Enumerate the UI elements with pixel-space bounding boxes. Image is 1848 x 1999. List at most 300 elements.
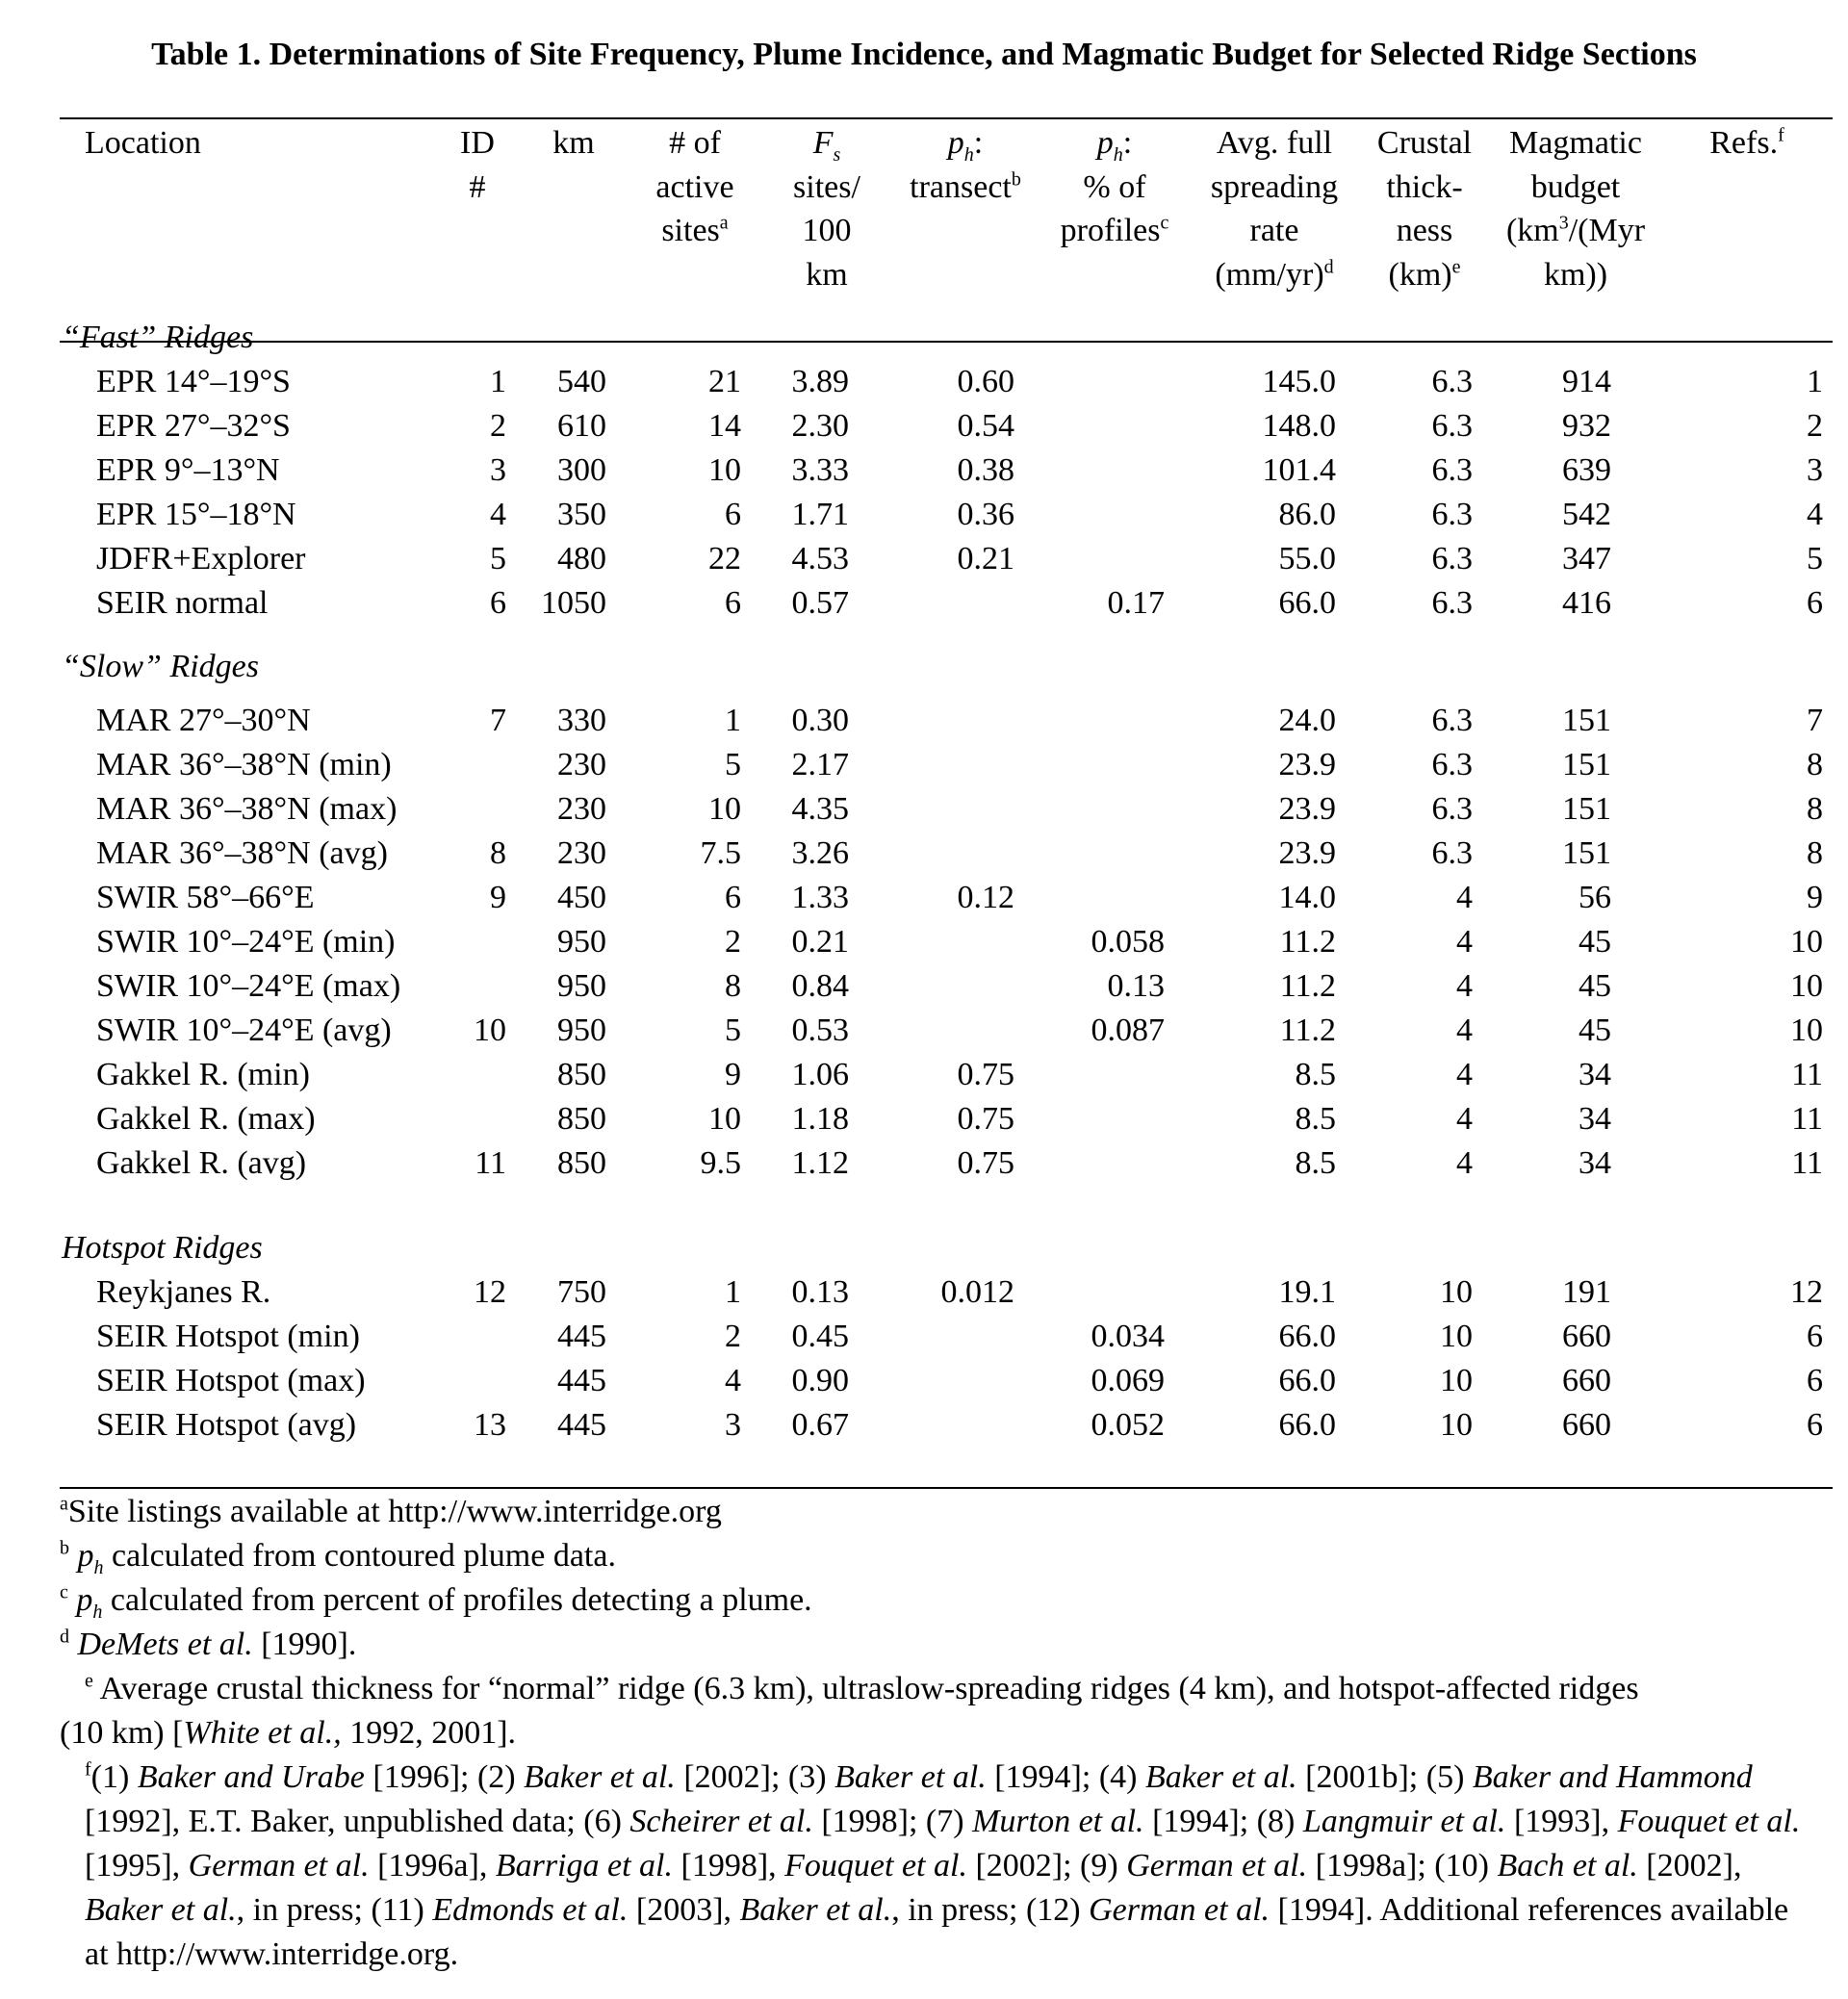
- cell-crustal-thickness: 6.3: [1431, 541, 1473, 577]
- cell-fs: 1.18: [791, 1101, 849, 1137]
- citation-author: Scheirer et al.: [629, 1804, 813, 1839]
- cell-magmatic-budget: 151: [1562, 703, 1611, 738]
- cell-refs: 2: [1807, 408, 1823, 444]
- cell-fs: 2.17: [791, 747, 849, 782]
- cell-id: [435, 743, 520, 787]
- cell-location: JDFR+Explorer: [96, 541, 306, 577]
- cell-crustal-thickness: 10: [1440, 1363, 1473, 1398]
- cell-fs: 0.45: [791, 1319, 849, 1354]
- cell-refs: 12: [1790, 1274, 1823, 1310]
- cell-refs: 9: [1807, 880, 1823, 915]
- cell-crustal-thickness: 10: [1440, 1274, 1473, 1310]
- cell-refs: 11: [1791, 1101, 1823, 1137]
- cell-location: MAR 36°–38°N (avg): [96, 835, 388, 871]
- cell-ph-transect: [891, 581, 1040, 626]
- table-row: [60, 1359, 1833, 1403]
- table-row: [60, 920, 1833, 964]
- cell-spreading-rate: 19.1: [1278, 1274, 1336, 1310]
- header-location: Location: [85, 125, 201, 161]
- cell-ph-transect: 0.012: [940, 1274, 1014, 1310]
- table-row: [60, 832, 1833, 876]
- cell-location: EPR 9°–13°N: [96, 452, 280, 488]
- citation-text: [2002]; (3): [675, 1759, 835, 1795]
- table-row: [60, 1009, 1833, 1053]
- cell-ph-profiles: [1040, 743, 1190, 787]
- cell-fs: 1.33: [791, 880, 849, 915]
- cell-ph-profiles: 0.034: [1091, 1319, 1165, 1354]
- cell-fs: 0.30: [791, 703, 849, 738]
- cell-spreading-rate: 23.9: [1278, 747, 1336, 782]
- cell-ph-profiles: [1040, 1053, 1190, 1097]
- cell-active-sites: 21: [708, 364, 741, 399]
- cell-ph-profiles: 0.052: [1091, 1407, 1165, 1443]
- cell-ph-profiles: [1040, 876, 1190, 920]
- citation-author: Langmuir et al.: [1302, 1804, 1506, 1839]
- header-fs: $F_s$ sites/ 100 km: [793, 125, 860, 293]
- cell-magmatic-budget: 542: [1562, 497, 1611, 532]
- cell-id: 9: [490, 880, 506, 915]
- cell-refs: 10: [1790, 968, 1823, 1004]
- table-footnotes: [60, 1490, 1811, 1977]
- cell-crustal-thickness: 4: [1456, 1057, 1473, 1092]
- cell-active-sites: 14: [708, 408, 741, 444]
- cell-km: 950: [557, 968, 606, 1004]
- cell-ph-transect: [891, 1009, 1040, 1053]
- cell-ph-transect: 0.36: [957, 497, 1014, 532]
- cell-ph-profiles: [1040, 832, 1190, 876]
- citation-author: Baker et al.: [85, 1892, 237, 1928]
- cell-ph-profiles: [1040, 1141, 1190, 1186]
- cell-spreading-rate: 8.5: [1295, 1101, 1336, 1137]
- cell-location: EPR 14°–19°S: [96, 364, 291, 399]
- footnote-d: $^d$ DeMets et al. [1990].: [60, 1626, 357, 1662]
- cell-km: 230: [557, 791, 606, 827]
- cell-refs: 10: [1790, 1012, 1823, 1048]
- cell-magmatic-budget: 34: [1578, 1101, 1611, 1137]
- cell-km: 610: [557, 408, 606, 444]
- cell-active-sites: 22: [708, 541, 741, 577]
- cell-crustal-thickness: 4: [1456, 1012, 1473, 1048]
- cell-location: SWIR 10°–24°E (avg): [96, 1012, 392, 1048]
- header-active-sites: # of active sites$^a$: [655, 125, 734, 248]
- cell-ph-transect: 0.38: [957, 452, 1014, 488]
- cell-ph-profiles: [1040, 360, 1190, 404]
- cell-location: SEIR Hotspot (min): [96, 1319, 360, 1354]
- cell-spreading-rate: 66.0: [1278, 1363, 1336, 1398]
- cell-crustal-thickness: 10: [1440, 1319, 1473, 1354]
- cell-active-sites: 10: [708, 452, 741, 488]
- cell-crustal-thickness: 6.3: [1431, 747, 1473, 782]
- cell-fs: 1.71: [791, 497, 849, 532]
- cell-crustal-thickness: 4: [1456, 880, 1473, 915]
- cell-location: EPR 15°–18°N: [96, 497, 296, 532]
- cell-ph-profiles: [1040, 448, 1190, 493]
- cell-ph-profiles: [1040, 787, 1190, 832]
- cell-active-sites: 8: [725, 968, 741, 1004]
- table-row: [60, 493, 1833, 537]
- citation-text: , in press; (12): [891, 1892, 1090, 1928]
- cell-ph-profiles: [1040, 537, 1190, 581]
- citation-text: [2002],: [1637, 1848, 1742, 1884]
- cell-km: 1050: [541, 585, 606, 621]
- footnote-a: $^a$Site listings available at http://www.interridge.org: [60, 1493, 722, 1529]
- cell-km: 230: [557, 835, 606, 871]
- cell-id: 3: [490, 452, 506, 488]
- section-spacer: [60, 626, 1833, 645]
- cell-location: SWIR 10°–24°E (max): [96, 968, 401, 1004]
- citation-text: [1994]. Additional references available at http://www.interridge.org.: [85, 1892, 1789, 1972]
- cell-magmatic-budget: 416: [1562, 585, 1611, 621]
- cell-magmatic-budget: 932: [1562, 408, 1611, 444]
- cell-km: 350: [557, 497, 606, 532]
- cell-km: 850: [557, 1101, 606, 1137]
- cell-ph-transect: [891, 787, 1040, 832]
- cell-crustal-thickness: 4: [1456, 1101, 1473, 1137]
- citation-text: [1996a],: [369, 1848, 496, 1884]
- citation-author: Barriga et al.: [495, 1848, 673, 1884]
- cell-fs: 0.53: [791, 1012, 849, 1048]
- cell-refs: 3: [1807, 452, 1823, 488]
- table-row: [60, 1141, 1833, 1186]
- table-row: [60, 1270, 1833, 1315]
- cell-active-sites: 3: [725, 1407, 741, 1443]
- table-row: [60, 360, 1833, 404]
- cell-crustal-thickness: 4: [1456, 968, 1473, 1004]
- cell-crustal-thickness: 6.3: [1431, 791, 1473, 827]
- cell-location: SEIR Hotspot (max): [96, 1363, 366, 1398]
- citation-text: (1): [90, 1759, 138, 1795]
- section-header-row: [60, 1226, 1833, 1270]
- citation-author: Bach et al.: [1497, 1848, 1638, 1884]
- citation-author: German et al.: [188, 1848, 370, 1884]
- cell-ph-transect: [891, 743, 1040, 787]
- citation-text: [2001b]; (5): [1296, 1759, 1473, 1795]
- header-spreading-rate: Avg. full spreading rate $(mm/yr)^d$: [1210, 125, 1339, 293]
- cell-km: 750: [557, 1274, 606, 1310]
- cell-refs: 6: [1807, 1363, 1823, 1398]
- cell-ph-profiles: [1040, 1270, 1190, 1315]
- cell-refs: 11: [1791, 1057, 1823, 1092]
- citation-author: Fouquet et al.: [1617, 1804, 1801, 1839]
- cell-fs: 0.84: [791, 968, 849, 1004]
- table-row: [60, 1403, 1833, 1448]
- cell-spreading-rate: 24.0: [1278, 703, 1336, 738]
- cell-fs: 0.90: [791, 1363, 849, 1398]
- section-header-row: [60, 316, 1833, 360]
- cell-magmatic-budget: 639: [1562, 452, 1611, 488]
- cell-ph-transect: 0.54: [957, 408, 1014, 444]
- cell-magmatic-budget: 45: [1578, 968, 1611, 1004]
- cell-magmatic-budget: 56: [1578, 880, 1611, 915]
- cell-active-sites: 2: [725, 1319, 741, 1354]
- ridge-data-table: [60, 121, 1833, 1448]
- citation-author: Baker et al.: [739, 1892, 892, 1928]
- table-row: [60, 964, 1833, 1009]
- cell-fs: 0.67: [791, 1407, 849, 1443]
- cell-active-sites: 6: [725, 880, 741, 915]
- cell-crustal-thickness: 4: [1456, 924, 1473, 960]
- table-row: [60, 448, 1833, 493]
- cell-id: 1: [490, 364, 506, 399]
- citation-author: Baker et al.: [1144, 1759, 1297, 1795]
- cell-id: 11: [475, 1145, 506, 1181]
- table-row: [60, 787, 1833, 832]
- citation-text: [1998]; (7): [812, 1804, 973, 1839]
- citation-text: [1994]; (4): [986, 1759, 1145, 1795]
- cell-ph-profiles: 0.058: [1091, 924, 1165, 960]
- header-km: km: [552, 125, 595, 161]
- cell-refs: 4: [1807, 497, 1823, 532]
- table-bottom-rule: [60, 1487, 1833, 1489]
- cell-magmatic-budget: 151: [1562, 835, 1611, 871]
- cell-ph-transect: 0.12: [957, 880, 1014, 915]
- cell-fs: 0.21: [791, 924, 849, 960]
- cell-crustal-thickness: 6.3: [1431, 835, 1473, 871]
- cell-ph-transect: [891, 964, 1040, 1009]
- cell-location: SEIR normal: [96, 585, 269, 621]
- header-magmatic-budget: Magmatic budget ($km^3/(Myr$ km)): [1505, 125, 1646, 293]
- cell-id: [435, 1359, 520, 1403]
- cell-active-sites: 6: [725, 497, 741, 532]
- cell-ph-profiles: [1040, 699, 1190, 743]
- cell-spreading-rate: 148.0: [1262, 408, 1336, 444]
- cell-refs: 8: [1807, 747, 1823, 782]
- cell-km: 300: [557, 452, 606, 488]
- table-row: [60, 743, 1833, 787]
- cell-ph-transect: 0.75: [957, 1101, 1014, 1137]
- cell-active-sites: 2: [725, 924, 741, 960]
- footnote-e: $^e$ Average crustal thickness for “normal” ridge (6.3 km), ultraslow-spreading ridges (4 km), and hotspot-affected ridges: [85, 1670, 1639, 1706]
- cell-magmatic-budget: 34: [1578, 1145, 1611, 1181]
- cell-spreading-rate: 23.9: [1278, 835, 1336, 871]
- citation-text: [1993],: [1505, 1804, 1618, 1839]
- cell-active-sites: 9: [725, 1057, 741, 1092]
- citation-author: Baker et al.: [834, 1759, 987, 1795]
- cell-id: 10: [474, 1012, 506, 1048]
- cell-magmatic-budget: 914: [1562, 364, 1611, 399]
- cell-fs: 3.26: [791, 835, 849, 871]
- cell-crustal-thickness: 4: [1456, 1145, 1473, 1181]
- cell-ph-transect: [891, 920, 1040, 964]
- cell-km: 540: [557, 364, 606, 399]
- cell-fs: 2.30: [791, 408, 849, 444]
- cell-spreading-rate: 8.5: [1295, 1057, 1336, 1092]
- cell-spreading-rate: 14.0: [1278, 880, 1336, 915]
- cell-fs: 1.12: [791, 1145, 849, 1181]
- table-top-rule: [60, 117, 1833, 119]
- cell-location: MAR 36°–38°N (min): [96, 747, 392, 782]
- cell-spreading-rate: 55.0: [1278, 541, 1336, 577]
- cell-ph-transect: [891, 699, 1040, 743]
- cell-magmatic-budget: 45: [1578, 1012, 1611, 1048]
- footnote-e-cont: (10 km) [White et al., 1992, 2001].: [60, 1715, 517, 1751]
- cell-id: 4: [490, 497, 506, 532]
- cell-ph-transect: 0.75: [957, 1145, 1014, 1181]
- cell-magmatic-budget: 151: [1562, 747, 1611, 782]
- citation-text: , in press; (11): [236, 1892, 433, 1928]
- cell-location: Gakkel R. (avg): [96, 1145, 307, 1181]
- cell-ph-profiles: 0.13: [1107, 968, 1165, 1004]
- cell-id: [435, 964, 520, 1009]
- table-row: [60, 581, 1833, 626]
- cell-spreading-rate: 66.0: [1278, 585, 1336, 621]
- cell-ph-profiles: [1040, 493, 1190, 537]
- cell-magmatic-budget: 191: [1562, 1274, 1611, 1310]
- table-title: Table 1. Determinations of Site Frequency, Plume Incidence, and Magmatic Budget for Selected Ridge Sections: [151, 37, 1697, 72]
- cell-km: 480: [557, 541, 606, 577]
- cell-km: 445: [557, 1407, 606, 1443]
- cell-magmatic-budget: 34: [1578, 1057, 1611, 1092]
- cell-spreading-rate: 66.0: [1278, 1319, 1336, 1354]
- cell-crustal-thickness: 6.3: [1431, 497, 1473, 532]
- cell-crustal-thickness: 6.3: [1431, 703, 1473, 738]
- cell-id: [435, 1097, 520, 1141]
- footnote-f: $^f$(1) Baker and Urabe [1996]; (2) Baker et al. [2002]; (3) Baker et al. [1994]; (4) Baker et al. [2001b]; (5) Baker and Hammond [1992], E.T. Baker, unpublished data; (6) Scheirer et al. [1998]; (7) Murton et al. [1994]; (8) Langmuir et al. [1993], Fouquet et al. [1995], German et al. [1996a], Barriga et al. [1998], Fouquet et al. [2002]; (9) German et al. [1998a]; (10) Bach et al. [2002], Baker et al., in press; (11) Edmonds et al. [2003], Baker et al., in press; (12) German et al. [1994]. Additional references available at http://www.interridge.org.: [85, 1758, 1801, 1972]
- cell-ph-profiles: 0.069: [1091, 1363, 1165, 1398]
- header-ph-profiles: $p_h$: % of profiles$^c$: [1060, 125, 1169, 248]
- cell-id: 2: [490, 408, 506, 444]
- cell-km: 950: [557, 924, 606, 960]
- cell-active-sites: 1: [725, 1274, 741, 1310]
- cell-fs: 4.35: [791, 791, 849, 827]
- section-header-row: [60, 645, 1833, 689]
- cell-active-sites: 4: [725, 1363, 741, 1398]
- table-row: [60, 404, 1833, 448]
- cell-magmatic-budget: 151: [1562, 791, 1611, 827]
- cell-magmatic-budget: 660: [1562, 1363, 1611, 1398]
- cell-refs: 11: [1791, 1145, 1823, 1181]
- cell-active-sites: 10: [708, 1101, 741, 1137]
- cell-active-sites: 9.5: [700, 1145, 741, 1181]
- header-crustal-thickness: Crustal thick- ness (km)$^e$: [1376, 125, 1473, 293]
- cell-spreading-rate: 11.2: [1279, 924, 1336, 960]
- cell-km: 850: [557, 1145, 606, 1181]
- table-row: [60, 699, 1833, 743]
- footnote-c: $^c$ $p_h$ calculated from percent of profiles detecting a plume.: [60, 1581, 812, 1623]
- cell-fs: 3.33: [791, 452, 849, 488]
- section-title: “Slow” Ridges: [62, 649, 259, 684]
- cell-active-sites: 1: [725, 703, 741, 738]
- citation-author: German et al.: [1126, 1848, 1308, 1884]
- citation-author: German et al.: [1089, 1892, 1270, 1928]
- citation-text: [1998],: [673, 1848, 785, 1884]
- cell-ph-profiles: [1040, 1097, 1190, 1141]
- cell-location: Reykjanes R.: [96, 1274, 271, 1310]
- cell-ph-profiles: 0.087: [1091, 1012, 1165, 1048]
- cell-spreading-rate: 11.2: [1279, 968, 1336, 1004]
- section-spacer: [60, 689, 1833, 699]
- citation-text: [1995],: [85, 1848, 189, 1884]
- cell-active-sites: 5: [725, 747, 741, 782]
- cell-id: [435, 1315, 520, 1359]
- cell-magmatic-budget: 660: [1562, 1319, 1611, 1354]
- cell-km: 950: [557, 1012, 606, 1048]
- cell-magmatic-budget: 45: [1578, 924, 1611, 960]
- citation-author: Murton et al.: [972, 1804, 1144, 1839]
- section-spacer: [60, 1186, 1833, 1226]
- section-spacer: [60, 296, 1833, 316]
- header-ph-transect: $p_h$: transect$^b$: [910, 125, 1021, 205]
- cell-refs: 1: [1807, 364, 1823, 399]
- cell-id: 13: [474, 1407, 506, 1443]
- cell-ph-profiles: 0.17: [1107, 585, 1165, 621]
- cell-fs: 3.89: [791, 364, 849, 399]
- cell-crustal-thickness: 6.3: [1431, 585, 1473, 621]
- table-row: [60, 876, 1833, 920]
- cell-magmatic-budget: 660: [1562, 1407, 1611, 1443]
- cell-km: 445: [557, 1363, 606, 1398]
- cell-spreading-rate: 23.9: [1278, 791, 1336, 827]
- cell-id: [435, 920, 520, 964]
- cell-id: 6: [490, 585, 506, 621]
- citation-text: [1996]; (2): [364, 1759, 525, 1795]
- cell-location: Gakkel R. (min): [96, 1057, 310, 1092]
- cell-refs: 10: [1790, 924, 1823, 960]
- citation-author: Baker and Hammond: [1472, 1759, 1753, 1795]
- cell-crustal-thickness: 6.3: [1431, 364, 1473, 399]
- cell-location: Gakkel R. (max): [96, 1101, 316, 1137]
- cell-magmatic-budget: 347: [1562, 541, 1611, 577]
- cell-location: EPR 27°–32°S: [96, 408, 291, 444]
- cell-km: 450: [557, 880, 606, 915]
- citation-author: Baker and Urabe: [137, 1759, 365, 1795]
- cell-active-sites: 6: [725, 585, 741, 621]
- header-refs: Refs.$^f$: [1709, 124, 1784, 161]
- cell-fs: 0.13: [791, 1274, 849, 1310]
- header-row: [60, 121, 1833, 296]
- cell-ph-transect: 0.75: [957, 1057, 1014, 1092]
- table-row: [60, 1053, 1833, 1097]
- table-row: [60, 537, 1833, 581]
- cell-crustal-thickness: 10: [1440, 1407, 1473, 1443]
- cell-spreading-rate: 8.5: [1295, 1145, 1336, 1181]
- cell-ph-transect: [891, 1315, 1040, 1359]
- cell-ph-transect: [891, 1403, 1040, 1448]
- citation-author: Baker et al.: [524, 1759, 676, 1795]
- cell-active-sites: 5: [725, 1012, 741, 1048]
- table-row: [60, 1097, 1833, 1141]
- cell-id: 8: [490, 835, 506, 871]
- header-id: ID #: [460, 125, 495, 205]
- cell-active-sites: 7.5: [700, 835, 741, 871]
- cell-km: 850: [557, 1057, 606, 1092]
- cell-location: MAR 27°–30°N: [96, 703, 311, 738]
- citation-text: [2002]; (9): [966, 1848, 1127, 1884]
- citation-text: [2003],: [628, 1892, 740, 1928]
- cell-refs: 7: [1807, 703, 1823, 738]
- cell-id: [435, 787, 520, 832]
- citation-text: [1998a]; (10): [1307, 1848, 1498, 1884]
- cell-location: SWIR 10°–24°E (min): [96, 924, 396, 960]
- cell-location: SEIR Hotspot (avg): [96, 1407, 357, 1443]
- cell-crustal-thickness: 6.3: [1431, 452, 1473, 488]
- cell-refs: 6: [1807, 1319, 1823, 1354]
- cell-km: 330: [557, 703, 606, 738]
- cell-ph-transect: [891, 1359, 1040, 1403]
- cell-ph-transect: 0.60: [957, 364, 1014, 399]
- cell-km: 445: [557, 1319, 606, 1354]
- cell-crustal-thickness: 6.3: [1431, 408, 1473, 444]
- cell-spreading-rate: 11.2: [1279, 1012, 1336, 1048]
- footnote-b: $^b$ $p_h$ calculated from contoured plume data.: [60, 1537, 616, 1578]
- cell-ph-transect: 0.21: [957, 541, 1014, 577]
- cell-fs: 4.53: [791, 541, 849, 577]
- cell-ph-profiles: [1040, 404, 1190, 448]
- cell-location: SWIR 58°–66°E: [96, 880, 315, 915]
- cell-id: 7: [490, 703, 506, 738]
- section-title: Hotspot Ridges: [62, 1230, 263, 1266]
- cell-km: 230: [557, 747, 606, 782]
